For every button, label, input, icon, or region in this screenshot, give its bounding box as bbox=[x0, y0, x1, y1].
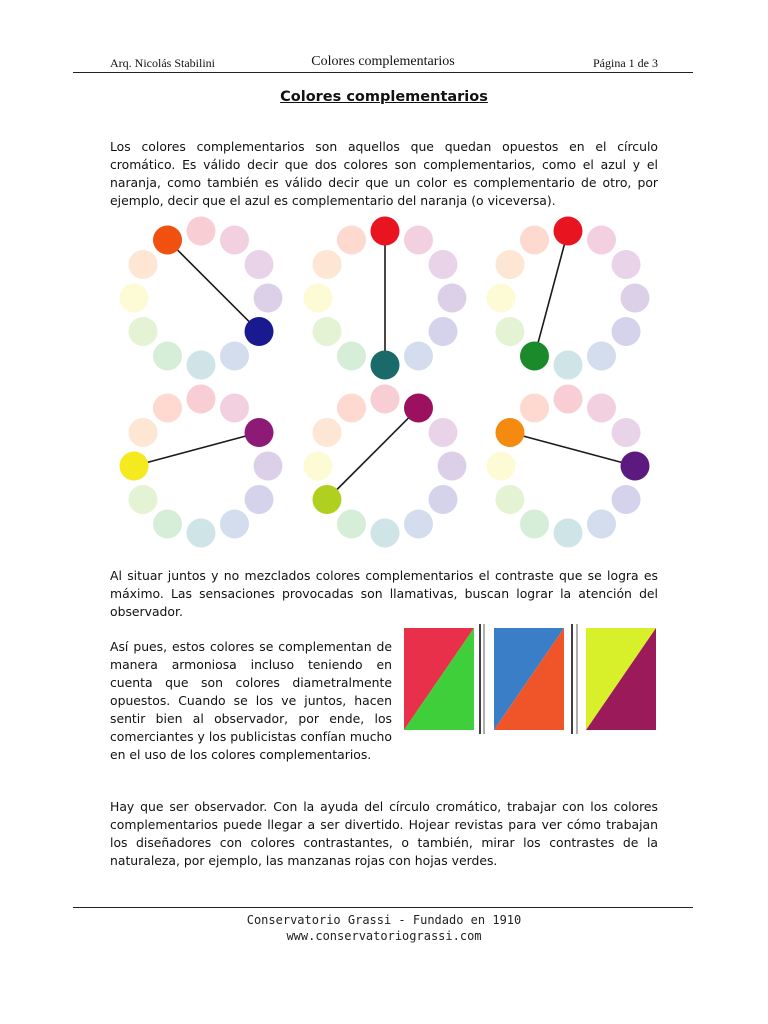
footer-institution: Conservatorio Grassi - Fundado en 1910 bbox=[246, 913, 522, 927]
wheel-dot bbox=[337, 342, 366, 371]
footer-website: www.conservatoriograssi.com bbox=[286, 929, 482, 943]
page-header bbox=[73, 54, 693, 73]
wheel-dot bbox=[429, 250, 458, 279]
wheel-dot bbox=[312, 317, 341, 346]
wheel-dot bbox=[153, 510, 182, 539]
wheel-dot bbox=[153, 393, 182, 422]
wheel-dot bbox=[371, 519, 400, 548]
wheel-dot bbox=[438, 452, 467, 481]
header-author: Arq. Nicolás Stabilini bbox=[110, 56, 215, 70]
wheel-dot bbox=[304, 284, 333, 313]
wheel-dot bbox=[587, 393, 616, 422]
color-wheel bbox=[304, 217, 467, 380]
wheel-dot bbox=[554, 385, 583, 414]
wheel-dot bbox=[587, 342, 616, 371]
header-title: Colores complementarios bbox=[311, 54, 455, 69]
color-wheel bbox=[487, 217, 650, 380]
complementary-swatches-image bbox=[402, 624, 658, 734]
wheel-dot bbox=[187, 351, 216, 380]
swatch-panel bbox=[586, 628, 656, 730]
wheel-dot bbox=[612, 317, 641, 346]
wheel-dot bbox=[520, 510, 549, 539]
wheel-dot bbox=[404, 225, 433, 254]
wheel-dot bbox=[153, 342, 182, 371]
wheel-dot bbox=[245, 250, 274, 279]
complement-dot bbox=[495, 418, 524, 447]
swatch-panel bbox=[404, 628, 474, 730]
wheel-dot bbox=[429, 418, 458, 447]
wheel-dot bbox=[438, 284, 467, 313]
wheel-dot bbox=[621, 284, 650, 313]
header-page-number: Página 1 de 3 bbox=[593, 56, 658, 70]
document-title: Colores complementarios bbox=[280, 89, 488, 105]
wheel-dot bbox=[404, 342, 433, 371]
wheel-dot bbox=[128, 418, 157, 447]
complement-dot bbox=[120, 452, 149, 481]
wheel-dot bbox=[220, 510, 249, 539]
wheel-dot bbox=[337, 225, 366, 254]
wheel-dot bbox=[587, 225, 616, 254]
wheel-dot bbox=[520, 225, 549, 254]
complement-dot bbox=[371, 217, 400, 246]
complement-dot bbox=[153, 225, 182, 254]
wheel-dot bbox=[612, 418, 641, 447]
wheel-dot bbox=[220, 393, 249, 422]
complement-dot bbox=[245, 317, 274, 346]
wheel-dot bbox=[187, 519, 216, 548]
paragraph-contrast: Al situar juntos y no mezclados colores complementarios el contraste que se logra es máximo. Las sensaciones provocadas son llamativas, buscan lograr la atención del observador. bbox=[110, 568, 658, 620]
wheel-dot bbox=[304, 452, 333, 481]
wheel-dot bbox=[337, 393, 366, 422]
wheel-dot bbox=[404, 510, 433, 539]
wheel-dot bbox=[495, 317, 524, 346]
color-wheel bbox=[304, 385, 467, 548]
wheel-dot bbox=[554, 351, 583, 380]
wheel-dot bbox=[520, 393, 549, 422]
wheel-dot bbox=[587, 510, 616, 539]
wheel-dot bbox=[612, 485, 641, 514]
color-wheel bbox=[120, 217, 283, 380]
complement-line bbox=[168, 240, 260, 332]
wheel-dot bbox=[495, 485, 524, 514]
wheel-dot bbox=[128, 485, 157, 514]
paragraph-observer: Hay que ser observador. Con la ayuda del círculo cromático, trabajar con los colores complementarios puede llegar a ser divertido. Hojear revistas para ver cómo trabajan los diseñadores con colores contrastantes, o también, mirar los contrastes de la naturaleza, por ejemplo, las manzanas rojas con hojas verdes. bbox=[110, 799, 658, 869]
wheel-dot bbox=[612, 250, 641, 279]
color-wheels-figure bbox=[104, 214, 664, 549]
wheel-dot bbox=[220, 342, 249, 371]
complement-line bbox=[327, 408, 419, 500]
complement-dot bbox=[520, 342, 549, 371]
wheel-dot bbox=[128, 317, 157, 346]
color-wheel bbox=[120, 385, 283, 548]
complement-dot bbox=[312, 485, 341, 514]
wheel-dot bbox=[120, 284, 149, 313]
wheel-dot bbox=[429, 485, 458, 514]
wheel-dot bbox=[312, 418, 341, 447]
paragraph-intro: Los colores complementarios son aquellos que quedan opuestos en el círculo cromático. Es válido decir que dos colores son complementarios, como el azul y el naranja, como también es válido decir que un color es complementario de otro, por ejemplo, decir que el azul es complementario del naranja (o viceversa). bbox=[110, 139, 658, 209]
paragraph-harmony: Así pues, estos colores se complementan de manera armoniosa incluso teniendo en cuenta que son colores diametralmente opuestos. Cuando se los ve juntos, hacen sentir bien al observador, por ende, los comerciantes y los publicistas confían mucho en el uso de los colores complementarios. bbox=[110, 639, 392, 763]
wheel-dot bbox=[220, 225, 249, 254]
wheel-dot bbox=[245, 485, 274, 514]
wheel-dot bbox=[487, 452, 516, 481]
complement-dot bbox=[404, 393, 433, 422]
swatch-panel bbox=[494, 628, 564, 730]
color-wheel bbox=[487, 385, 650, 548]
wheel-dot bbox=[495, 250, 524, 279]
wheel-dot bbox=[187, 385, 216, 414]
wheel-dot bbox=[371, 385, 400, 414]
wheel-dot bbox=[337, 510, 366, 539]
wheel-dot bbox=[429, 317, 458, 346]
wheel-dot bbox=[128, 250, 157, 279]
wheel-dot bbox=[312, 250, 341, 279]
footer-divider bbox=[73, 907, 693, 908]
complement-dot bbox=[245, 418, 274, 447]
wheel-dot bbox=[187, 217, 216, 246]
wheel-dot bbox=[487, 284, 516, 313]
complement-dot bbox=[554, 217, 583, 246]
complement-dot bbox=[371, 351, 400, 380]
wheel-dot bbox=[254, 284, 283, 313]
wheel-dot bbox=[254, 452, 283, 481]
complement-dot bbox=[621, 452, 650, 481]
wheel-dot bbox=[554, 519, 583, 548]
